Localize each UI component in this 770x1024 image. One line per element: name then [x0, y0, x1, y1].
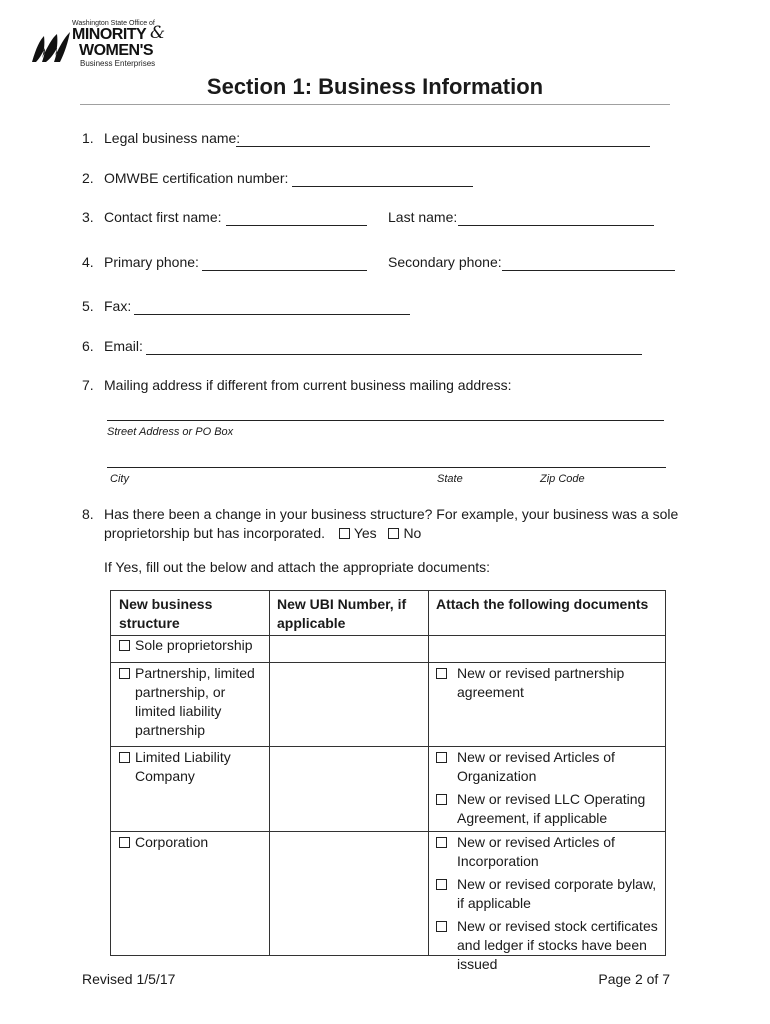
- row-sole-proprietorship: Sole proprietorship: [135, 637, 253, 653]
- q8-label-line2-text: proprietorship but has incorporated.: [104, 525, 326, 541]
- secondary-phone-field[interactable]: [502, 270, 675, 271]
- q5-number: 5.: [82, 298, 94, 314]
- q3-number: 3.: [82, 209, 94, 225]
- revised-date: Revised 1/5/17: [82, 971, 176, 987]
- q1-number: 1.: [82, 130, 94, 146]
- corporate-bylaw-checkbox[interactable]: [436, 879, 447, 890]
- instruction-text: If Yes, fill out the below and attach the appropriate documents:: [104, 559, 491, 575]
- q7-label: Mailing address if different from current business mailing address:: [104, 377, 512, 393]
- certification-number-field[interactable]: [292, 186, 473, 187]
- contact-first-name-field[interactable]: [226, 225, 367, 226]
- street-address-caption: Street Address or PO Box: [107, 426, 234, 438]
- table-row-divider-1: [111, 662, 665, 663]
- q7-number: 7.: [82, 377, 94, 393]
- q5-label: Fax:: [104, 298, 132, 314]
- llc-operating-agreement-checkbox[interactable]: [436, 794, 447, 805]
- row-llc: Limited Liability Company: [135, 749, 231, 784]
- q2-number: 2.: [82, 170, 94, 186]
- city-state-zip-field[interactable]: [107, 467, 666, 468]
- yes-checkbox[interactable]: [339, 528, 350, 539]
- legal-business-name-field[interactable]: [236, 146, 650, 147]
- q6-label: Email:: [104, 338, 143, 354]
- q8-label: Has there been a change in your business structure? For example, your business was a sole: [104, 506, 679, 522]
- sole-proprietorship-checkbox[interactable]: [119, 640, 130, 651]
- logo-ampersand: &: [150, 23, 166, 43]
- logo-org-text: Washington State Office of: [72, 20, 155, 27]
- table-row-divider-2: [111, 746, 665, 747]
- table-col-divider-2: [428, 591, 429, 955]
- header-ubi-number: New UBI Number, if applicable: [277, 596, 407, 631]
- doc-articles-of-incorporation: New or revised Articles of Incorporation: [457, 834, 615, 869]
- state-caption: State: [437, 473, 463, 485]
- logo-minority-text: MINORITY: [72, 26, 147, 43]
- header-new-structure: New business structure: [119, 596, 213, 631]
- logo-womens-text: WOMEN'S: [79, 42, 154, 59]
- corporation-checkbox[interactable]: [119, 837, 130, 848]
- row-partnership: Partnership, limited partnership, or limited liability partnership: [135, 665, 255, 738]
- business-structure-table: [110, 590, 666, 972]
- row-corporation: Corporation: [135, 834, 209, 850]
- q3-label: Contact first name:: [104, 209, 222, 225]
- yes-label: Yes: [353, 525, 377, 541]
- llc-checkbox[interactable]: [119, 752, 130, 763]
- omwbe-logo: [30, 20, 190, 72]
- page-title: Section 1: Business Information: [206, 74, 544, 99]
- doc-stock-certificates: New or revised stock certificates and ledger if stocks have been issued: [457, 918, 658, 972]
- stock-certificates-checkbox[interactable]: [436, 921, 447, 932]
- no-label: No: [403, 525, 422, 541]
- street-address-field[interactable]: [107, 420, 664, 421]
- page-number: Page 2 of 7: [598, 971, 670, 987]
- q8-label-line2: [104, 525, 421, 541]
- partnership-checkbox[interactable]: [119, 668, 130, 679]
- q1-label: Legal business name:: [104, 130, 241, 146]
- email-field[interactable]: [146, 354, 642, 355]
- q2-label: OMWBE certification number:: [104, 170, 289, 186]
- city-caption: City: [110, 473, 129, 485]
- logo-sub-text: Business Enterprises: [80, 59, 156, 68]
- articles-of-incorporation-checkbox[interactable]: [436, 837, 447, 848]
- fax-field[interactable]: [134, 314, 410, 315]
- q4-secondary-label: Secondary phone:: [388, 254, 502, 270]
- zip-caption: Zip Code: [540, 473, 585, 485]
- doc-articles-of-organization: New or revised Articles of Organization: [457, 749, 615, 784]
- contact-last-name-field[interactable]: [458, 225, 654, 226]
- articles-of-organization-checkbox[interactable]: [436, 752, 447, 763]
- doc-partnership-agreement: New or revised partnership agreement: [457, 665, 625, 700]
- doc-corporate-bylaw: New or revised corporate bylaw, if applicable: [457, 876, 657, 911]
- primary-phone-field[interactable]: [202, 270, 367, 271]
- q3-last-name-label: Last name:: [388, 209, 458, 225]
- no-checkbox[interactable]: [388, 528, 399, 539]
- partnership-agreement-checkbox[interactable]: [436, 668, 447, 679]
- doc-llc-operating-agreement: New or revised LLC Operating Agreement, if applicable: [457, 791, 646, 826]
- q4-number: 4.: [82, 254, 94, 270]
- q4-label: Primary phone:: [104, 254, 199, 270]
- logo-mark-icon: [30, 26, 74, 66]
- q8-number: 8.: [82, 506, 94, 522]
- table-row-divider-3: [111, 831, 665, 832]
- q6-number: 6.: [82, 338, 94, 354]
- title-divider: [80, 104, 670, 105]
- table-col-divider-1: [269, 591, 270, 955]
- header-attach-documents: Attach the following documents: [436, 596, 649, 612]
